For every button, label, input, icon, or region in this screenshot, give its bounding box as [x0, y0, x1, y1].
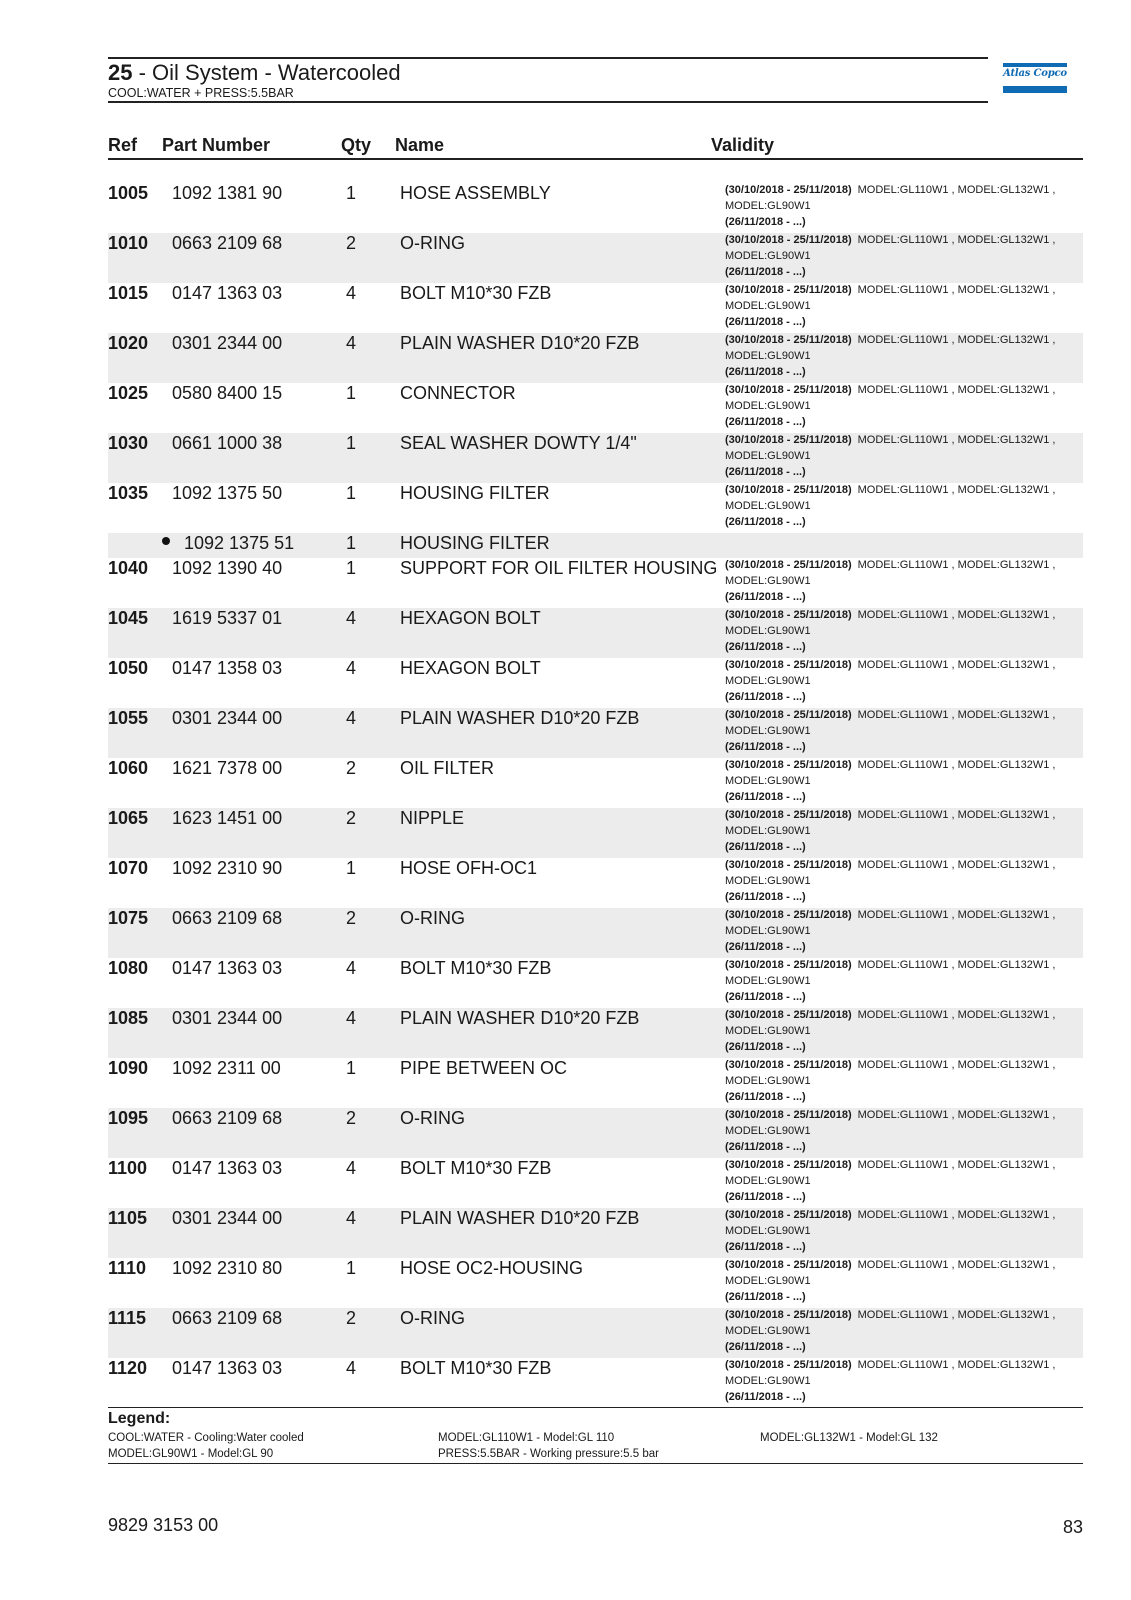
table-row — [108, 1008, 1083, 1058]
part-number-cell — [172, 233, 282, 254]
validity-cell — [725, 858, 1075, 905]
validity-cell — [725, 383, 1075, 430]
qty-cell: 4 — [346, 708, 357, 728]
part-number-text: 1623 1451 00 — [172, 808, 283, 828]
name-cell: PIPE BETWEEN OC — [400, 1058, 568, 1078]
table-row — [108, 858, 1083, 908]
qty-cell: 4 — [346, 283, 357, 303]
qty-cell: 1 — [346, 483, 357, 503]
validity-cell — [725, 433, 1075, 480]
validity-models: MODEL:GL110W1 , MODEL:GL132W1 , — [857, 1259, 1056, 1271]
table-row — [108, 608, 1083, 658]
ref-cell: 1040 — [108, 558, 149, 578]
validity-cell — [725, 1158, 1075, 1205]
ref-cell: 1080 — [108, 958, 149, 978]
table-row — [108, 658, 1083, 708]
name-cell: HEXAGON BOLT — [400, 608, 541, 628]
validity-models-2: MODEL:GL90W1 — [725, 299, 811, 312]
ref-cell: 1020 — [108, 333, 149, 353]
validity-date-2: (26/11/2018 - ...) — [725, 315, 806, 328]
validity-cell — [725, 708, 1075, 755]
validity-models: MODEL:GL110W1 , MODEL:GL132W1 , — [857, 184, 1056, 196]
name-cell: SEAL WASHER DOWTY 1/4" — [400, 433, 637, 453]
name-cell: O-RING — [400, 1308, 465, 1328]
validity-date-2: (26/11/2018 - ...) — [725, 590, 806, 603]
table-header — [108, 130, 1083, 160]
part-number-cell — [172, 1058, 281, 1079]
ref-cell: 1015 — [108, 283, 149, 303]
name-cell: HEXAGON BOLT — [400, 658, 541, 678]
validity-models-2: MODEL:GL90W1 — [725, 249, 811, 262]
name-cell: HOUSING FILTER — [400, 533, 550, 553]
qty-cell: 1 — [346, 183, 357, 203]
validity-models: MODEL:GL110W1 , MODEL:GL132W1 , — [857, 659, 1056, 671]
ref-cell: 1005 — [108, 183, 149, 203]
section-title-text: - Oil System - Watercooled — [132, 60, 401, 85]
validity-date-2: (26/11/2018 - ...) — [725, 1040, 806, 1053]
validity-cell — [725, 1008, 1075, 1055]
part-number-cell — [172, 608, 282, 629]
validity-models: MODEL:GL110W1 , MODEL:GL132W1 , — [857, 859, 1056, 871]
validity-dates: (30/10/2018 - 25/11/2018) — [725, 1109, 852, 1121]
part-number-text: 0663 2109 68 — [172, 1108, 283, 1128]
validity-cell — [725, 1308, 1075, 1355]
ref-cell: 1085 — [108, 1008, 149, 1028]
legend — [108, 1407, 1083, 1464]
ref-cell: 1090 — [108, 1058, 149, 1078]
table-row-alternate — [108, 533, 1083, 558]
validity-cell — [725, 808, 1075, 855]
part-number-cell — [162, 533, 294, 554]
validity-models: MODEL:GL110W1 , MODEL:GL132W1 , — [857, 809, 1056, 821]
part-number-cell — [172, 383, 282, 404]
part-number-text: 1092 1375 51 — [184, 533, 295, 553]
page-header — [108, 57, 988, 103]
validity-models: MODEL:GL110W1 , MODEL:GL132W1 , — [857, 1109, 1056, 1121]
validity-cell — [725, 558, 1075, 605]
validity-models: MODEL:GL110W1 , MODEL:GL132W1 , — [857, 284, 1056, 296]
validity-dates: (30/10/2018 - 25/11/2018) — [725, 1009, 852, 1021]
part-number-text: 0663 2109 68 — [172, 233, 283, 253]
section-subtitle: COOL:WATER + PRESS:5.5BAR — [108, 86, 294, 100]
validity-date-2: (26/11/2018 - ...) — [725, 690, 806, 703]
validity-models-2: MODEL:GL90W1 — [725, 924, 811, 937]
validity-models: MODEL:GL110W1 , MODEL:GL132W1 , — [857, 1309, 1056, 1321]
name-cell: BOLT M10*30 FZB — [400, 283, 552, 303]
name-cell: O-RING — [400, 908, 465, 928]
validity-date-2: (26/11/2018 - ...) — [725, 515, 806, 528]
validity-models: MODEL:GL110W1 , MODEL:GL132W1 , — [857, 759, 1056, 771]
part-number-text: 0301 2344 00 — [172, 708, 283, 728]
qty-cell: 1 — [346, 558, 357, 578]
qty-cell: 1 — [346, 433, 357, 453]
validity-date-2: (26/11/2018 - ...) — [725, 640, 806, 653]
ref-cell: 1115 — [108, 1308, 147, 1328]
name-cell: BOLT M10*30 FZB — [400, 1358, 552, 1378]
part-number-cell — [172, 433, 282, 454]
validity-models-2: MODEL:GL90W1 — [725, 1324, 811, 1337]
validity-models-2: MODEL:GL90W1 — [725, 1274, 811, 1287]
table-row — [108, 283, 1083, 333]
validity-models-2: MODEL:GL90W1 — [725, 774, 811, 787]
validity-dates: (30/10/2018 - 25/11/2018) — [725, 1309, 852, 1321]
validity-dates: (30/10/2018 - 25/11/2018) — [725, 909, 852, 921]
validity-models-2: MODEL:GL90W1 — [725, 449, 811, 462]
part-number-cell — [172, 808, 282, 829]
parts-table — [108, 183, 1083, 1408]
table-row — [108, 908, 1083, 958]
col-validity: Validity — [711, 135, 775, 155]
ref-cell: 1050 — [108, 658, 149, 678]
qty-cell: 4 — [346, 658, 357, 678]
qty-cell: 2 — [346, 233, 357, 253]
table-row — [108, 333, 1083, 383]
table-row — [108, 1108, 1083, 1158]
validity-models-2: MODEL:GL90W1 — [725, 1174, 811, 1187]
legend-title: Legend: — [108, 1410, 171, 1427]
validity-dates: (30/10/2018 - 25/11/2018) — [725, 334, 852, 346]
name-cell: HOSE OC2-HOUSING — [400, 1258, 584, 1278]
qty-cell: 4 — [346, 333, 357, 353]
table-row — [108, 483, 1083, 533]
part-number-text: 0301 2344 00 — [172, 333, 283, 353]
ref-cell: 1055 — [108, 708, 149, 728]
part-number-cell — [172, 1208, 282, 1229]
validity-date-2: (26/11/2018 - ...) — [725, 1190, 806, 1203]
part-number-text: 1621 7378 00 — [172, 758, 283, 778]
part-number-cell — [172, 708, 282, 729]
validity-dates: (30/10/2018 - 25/11/2018) — [725, 1159, 852, 1171]
validity-date-2: (26/11/2018 - ...) — [725, 365, 806, 378]
col-name: Name — [395, 135, 445, 155]
validity-models-2: MODEL:GL90W1 — [725, 874, 811, 887]
validity-models-2: MODEL:GL90W1 — [725, 349, 811, 362]
validity-cell — [725, 958, 1075, 1005]
validity-date-2: (26/11/2018 - ...) — [725, 215, 806, 228]
validity-date-2: (26/11/2018 - ...) — [725, 890, 806, 903]
validity-models-2: MODEL:GL90W1 — [725, 574, 811, 587]
table-row — [108, 558, 1083, 608]
part-number-cell — [172, 758, 282, 779]
part-number-text: 1092 2310 80 — [172, 1258, 283, 1278]
qty-cell: 1 — [346, 383, 357, 403]
qty-cell: 1 — [346, 1258, 357, 1278]
table-row — [108, 1258, 1083, 1308]
validity-models-2: MODEL:GL90W1 — [725, 1124, 811, 1137]
part-number-text: 0580 8400 15 — [172, 383, 283, 403]
legend-item: PRESS:5.5BAR - Working pressure:5.5 bar — [438, 1448, 659, 1460]
qty-cell: 2 — [346, 758, 357, 778]
section-number: 25 — [108, 60, 133, 85]
col-part-number: Part Number — [162, 135, 271, 155]
part-number-cell — [172, 483, 282, 504]
logo-bar-bottom — [1003, 86, 1067, 93]
validity-dates: (30/10/2018 - 25/11/2018) — [725, 1259, 852, 1271]
qty-cell: 4 — [346, 1158, 357, 1178]
validity-cell — [725, 283, 1075, 330]
part-number-text: 0663 2109 68 — [172, 1308, 283, 1328]
validity-date-2: (26/11/2018 - ...) — [725, 465, 806, 478]
part-number-text: 0147 1363 03 — [172, 1358, 283, 1378]
validity-date-2: (26/11/2018 - ...) — [725, 790, 806, 803]
validity-models: MODEL:GL110W1 , MODEL:GL132W1 , — [857, 909, 1056, 921]
validity-dates: (30/10/2018 - 25/11/2018) — [725, 809, 852, 821]
name-cell: NIPPLE — [400, 808, 465, 828]
validity-models: MODEL:GL110W1 , MODEL:GL132W1 , — [857, 384, 1056, 396]
qty-cell: 4 — [346, 958, 357, 978]
part-number-text: 0301 2344 00 — [172, 1208, 283, 1228]
validity-models: MODEL:GL110W1 , MODEL:GL132W1 , — [857, 234, 1056, 246]
ref-cell: 1100 — [108, 1158, 148, 1178]
part-number-cell — [172, 1158, 282, 1179]
section-title — [108, 61, 401, 85]
validity-dates: (30/10/2018 - 25/11/2018) — [725, 1209, 852, 1221]
table-row — [108, 758, 1083, 808]
validity-models-2: MODEL:GL90W1 — [725, 1224, 811, 1237]
name-cell: HOSE OFH-OC1 — [400, 858, 538, 878]
validity-models: MODEL:GL110W1 , MODEL:GL132W1 , — [857, 334, 1056, 346]
validity-models: MODEL:GL110W1 , MODEL:GL132W1 , — [857, 959, 1056, 971]
ref-cell: 1025 — [108, 383, 149, 403]
validity-models: MODEL:GL110W1 , MODEL:GL132W1 , — [857, 1359, 1056, 1371]
qty-cell: 1 — [346, 533, 357, 553]
validity-models-2: MODEL:GL90W1 — [725, 399, 811, 412]
validity-dates: (30/10/2018 - 25/11/2018) — [725, 609, 852, 621]
qty-cell: 2 — [346, 808, 357, 828]
validity-cell — [725, 233, 1075, 280]
ref-cell: 1070 — [108, 858, 149, 878]
page-number: 83 — [1062, 1517, 1083, 1537]
ref-cell: 1105 — [108, 1208, 148, 1228]
table-row — [108, 708, 1083, 758]
validity-dates: (30/10/2018 - 25/11/2018) — [725, 759, 852, 771]
validity-dates: (30/10/2018 - 25/11/2018) — [725, 659, 852, 671]
ref-cell: 1065 — [108, 808, 149, 828]
ref-cell: 1075 — [108, 908, 149, 928]
validity-cell — [725, 183, 1075, 230]
validity-models-2: MODEL:GL90W1 — [725, 1024, 811, 1037]
part-number-cell — [172, 333, 282, 354]
part-number-text: 1092 1375 50 — [172, 483, 283, 503]
validity-date-2: (26/11/2018 - ...) — [725, 265, 806, 278]
name-cell: OIL FILTER — [400, 758, 495, 778]
validity-date-2: (26/11/2018 - ...) — [725, 1240, 806, 1253]
validity-models: MODEL:GL110W1 , MODEL:GL132W1 , — [857, 1159, 1056, 1171]
validity-dates: (30/10/2018 - 25/11/2018) — [725, 184, 852, 196]
validity-dates: (30/10/2018 - 25/11/2018) — [725, 484, 852, 496]
qty-cell: 4 — [346, 1208, 357, 1228]
validity-models: MODEL:GL110W1 , MODEL:GL132W1 , — [857, 1009, 1056, 1021]
validity-cell — [725, 908, 1075, 955]
legend-item: MODEL:GL110W1 - Model:GL 110 — [438, 1432, 615, 1444]
validity-models: MODEL:GL110W1 , MODEL:GL132W1 , — [857, 484, 1056, 496]
part-number-cell — [172, 558, 282, 579]
part-number-cell — [172, 283, 282, 304]
part-number-cell — [172, 908, 282, 929]
validity-dates: (30/10/2018 - 25/11/2018) — [725, 1359, 852, 1371]
part-number-cell — [172, 1358, 282, 1379]
validity-date-2: (26/11/2018 - ...) — [725, 1390, 806, 1403]
validity-cell — [725, 1258, 1075, 1305]
table-row — [108, 808, 1083, 858]
validity-cell — [725, 608, 1075, 655]
table-row — [108, 1358, 1083, 1408]
qty-cell: 2 — [346, 1108, 357, 1128]
qty-cell: 1 — [346, 1058, 357, 1078]
part-number-cell — [172, 958, 282, 979]
part-number-text: 1619 5337 01 — [172, 608, 283, 628]
part-number-text: 1092 1381 90 — [172, 183, 283, 203]
table-row — [108, 1058, 1083, 1108]
validity-dates: (30/10/2018 - 25/11/2018) — [725, 384, 852, 396]
validity-date-2: (26/11/2018 - ...) — [725, 1090, 806, 1103]
validity-models-2: MODEL:GL90W1 — [725, 499, 811, 512]
validity-dates: (30/10/2018 - 25/11/2018) — [725, 709, 852, 721]
validity-models-2: MODEL:GL90W1 — [725, 824, 811, 837]
validity-models-2: MODEL:GL90W1 — [725, 624, 811, 637]
part-number-cell — [172, 1008, 282, 1029]
part-number-cell — [172, 858, 282, 879]
bullet-icon — [162, 537, 170, 545]
validity-models: MODEL:GL110W1 , MODEL:GL132W1 , — [857, 1059, 1056, 1071]
validity-date-2: (26/11/2018 - ...) — [725, 740, 806, 753]
validity-dates: (30/10/2018 - 25/11/2018) — [725, 1059, 852, 1071]
validity-dates: (30/10/2018 - 25/11/2018) — [725, 559, 852, 571]
logo-bar-top — [1003, 63, 1067, 67]
validity-date-2: (26/11/2018 - ...) — [725, 990, 806, 1003]
validity-cell — [725, 1058, 1075, 1105]
name-cell: PLAIN WASHER D10*20 FZB — [400, 708, 640, 728]
validity-models: MODEL:GL110W1 , MODEL:GL132W1 , — [857, 434, 1056, 446]
validity-dates: (30/10/2018 - 25/11/2018) — [725, 434, 852, 446]
part-number-cell — [172, 183, 282, 204]
atlas-copco-logo — [1003, 63, 1067, 95]
part-number-text: 0147 1358 03 — [172, 658, 283, 678]
part-number-cell — [172, 1308, 282, 1329]
table-row — [108, 433, 1083, 483]
validity-models-2: MODEL:GL90W1 — [725, 974, 811, 987]
col-qty: Qty — [341, 135, 372, 155]
validity-cell — [725, 483, 1075, 530]
qty-cell: 4 — [346, 608, 357, 628]
part-number-text: 0147 1363 03 — [172, 1158, 283, 1178]
name-cell: O-RING — [400, 1108, 465, 1128]
name-cell: BOLT M10*30 FZB — [400, 1158, 552, 1178]
validity-models: MODEL:GL110W1 , MODEL:GL132W1 , — [857, 709, 1056, 721]
logo-text: Atlas Copco — [1003, 68, 1067, 79]
validity-cell — [725, 658, 1075, 705]
table-row — [108, 1158, 1083, 1208]
validity-models: MODEL:GL110W1 , MODEL:GL132W1 , — [857, 1209, 1056, 1221]
validity-models-2: MODEL:GL90W1 — [725, 199, 811, 212]
part-number-text: 1092 2310 90 — [172, 858, 283, 878]
validity-dates: (30/10/2018 - 25/11/2018) — [725, 234, 852, 246]
validity-dates: (30/10/2018 - 25/11/2018) — [725, 284, 852, 296]
validity-date-2: (26/11/2018 - ...) — [725, 1290, 806, 1303]
qty-cell: 1 — [346, 858, 357, 878]
validity-models: MODEL:GL110W1 , MODEL:GL132W1 , — [857, 609, 1056, 621]
validity-date-2: (26/11/2018 - ...) — [725, 1340, 806, 1353]
table-row — [108, 383, 1083, 433]
document-number: 9829 3153 00 — [108, 1515, 219, 1535]
part-number-text: 0147 1363 03 — [172, 283, 283, 303]
col-ref: Ref — [108, 135, 138, 155]
ref-cell: 1120 — [108, 1358, 148, 1378]
name-cell: PLAIN WASHER D10*20 FZB — [400, 1208, 640, 1228]
name-cell: PLAIN WASHER D10*20 FZB — [400, 1008, 640, 1028]
validity-cell — [725, 1208, 1075, 1255]
table-row — [108, 1308, 1083, 1358]
part-number-cell — [172, 1258, 282, 1279]
validity-cell — [725, 333, 1075, 380]
qty-cell: 2 — [346, 908, 357, 928]
qty-cell: 4 — [346, 1358, 357, 1378]
validity-date-2: (26/11/2018 - ...) — [725, 940, 806, 953]
validity-models-2: MODEL:GL90W1 — [725, 724, 811, 737]
table-row — [108, 958, 1083, 1008]
name-cell: HOSE ASSEMBLY — [400, 183, 551, 203]
validity-cell — [725, 1108, 1075, 1155]
qty-cell: 2 — [346, 1308, 357, 1328]
ref-cell: 1060 — [108, 758, 149, 778]
name-cell: O-RING — [400, 233, 465, 253]
ref-cell: 1045 — [108, 608, 149, 628]
table-row — [108, 1208, 1083, 1258]
ref-cell: 1035 — [108, 483, 149, 503]
part-number-text: 0661 1000 38 — [172, 433, 283, 453]
part-number-text: 0301 2344 00 — [172, 1008, 283, 1028]
name-cell: CONNECTOR — [400, 383, 516, 403]
part-number-text: 1092 2311 00 — [172, 1058, 281, 1078]
qty-cell: 4 — [346, 1008, 357, 1028]
name-cell: BOLT M10*30 FZB — [400, 958, 552, 978]
validity-dates: (30/10/2018 - 25/11/2018) — [725, 859, 852, 871]
validity-date-2: (26/11/2018 - ...) — [725, 415, 806, 428]
validity-models-2: MODEL:GL90W1 — [725, 1374, 811, 1387]
legend-item: COOL:WATER - Cooling:Water cooled — [108, 1432, 304, 1444]
part-number-text: 1092 1390 40 — [172, 558, 283, 578]
part-number-cell — [172, 658, 282, 679]
ref-cell: 1010 — [108, 233, 149, 253]
validity-date-2: (26/11/2018 - ...) — [725, 1140, 806, 1153]
validity-models: MODEL:GL110W1 , MODEL:GL132W1 , — [857, 559, 1056, 571]
part-number-text: 0663 2109 68 — [172, 908, 283, 928]
validity-models-2: MODEL:GL90W1 — [725, 1074, 811, 1087]
table-row — [108, 183, 1083, 233]
legend-item: MODEL:GL132W1 - Model:GL 132 — [760, 1432, 938, 1444]
part-number-text: 0147 1363 03 — [172, 958, 283, 978]
legend-item: MODEL:GL90W1 - Model:GL 90 — [108, 1448, 274, 1460]
validity-dates: (30/10/2018 - 25/11/2018) — [725, 959, 852, 971]
ref-cell: 1110 — [108, 1258, 147, 1278]
name-cell: SUPPORT FOR OIL FILTER HOUSING — [400, 558, 718, 578]
part-number-cell — [172, 1108, 282, 1129]
validity-models-2: MODEL:GL90W1 — [725, 674, 811, 687]
validity-cell — [725, 1358, 1075, 1405]
validity-cell — [725, 758, 1075, 805]
name-cell: PLAIN WASHER D10*20 FZB — [400, 333, 640, 353]
ref-cell: 1095 — [108, 1108, 149, 1128]
name-cell: HOUSING FILTER — [400, 483, 550, 503]
validity-date-2: (26/11/2018 - ...) — [725, 840, 806, 853]
ref-cell: 1030 — [108, 433, 149, 453]
table-row — [108, 233, 1083, 283]
